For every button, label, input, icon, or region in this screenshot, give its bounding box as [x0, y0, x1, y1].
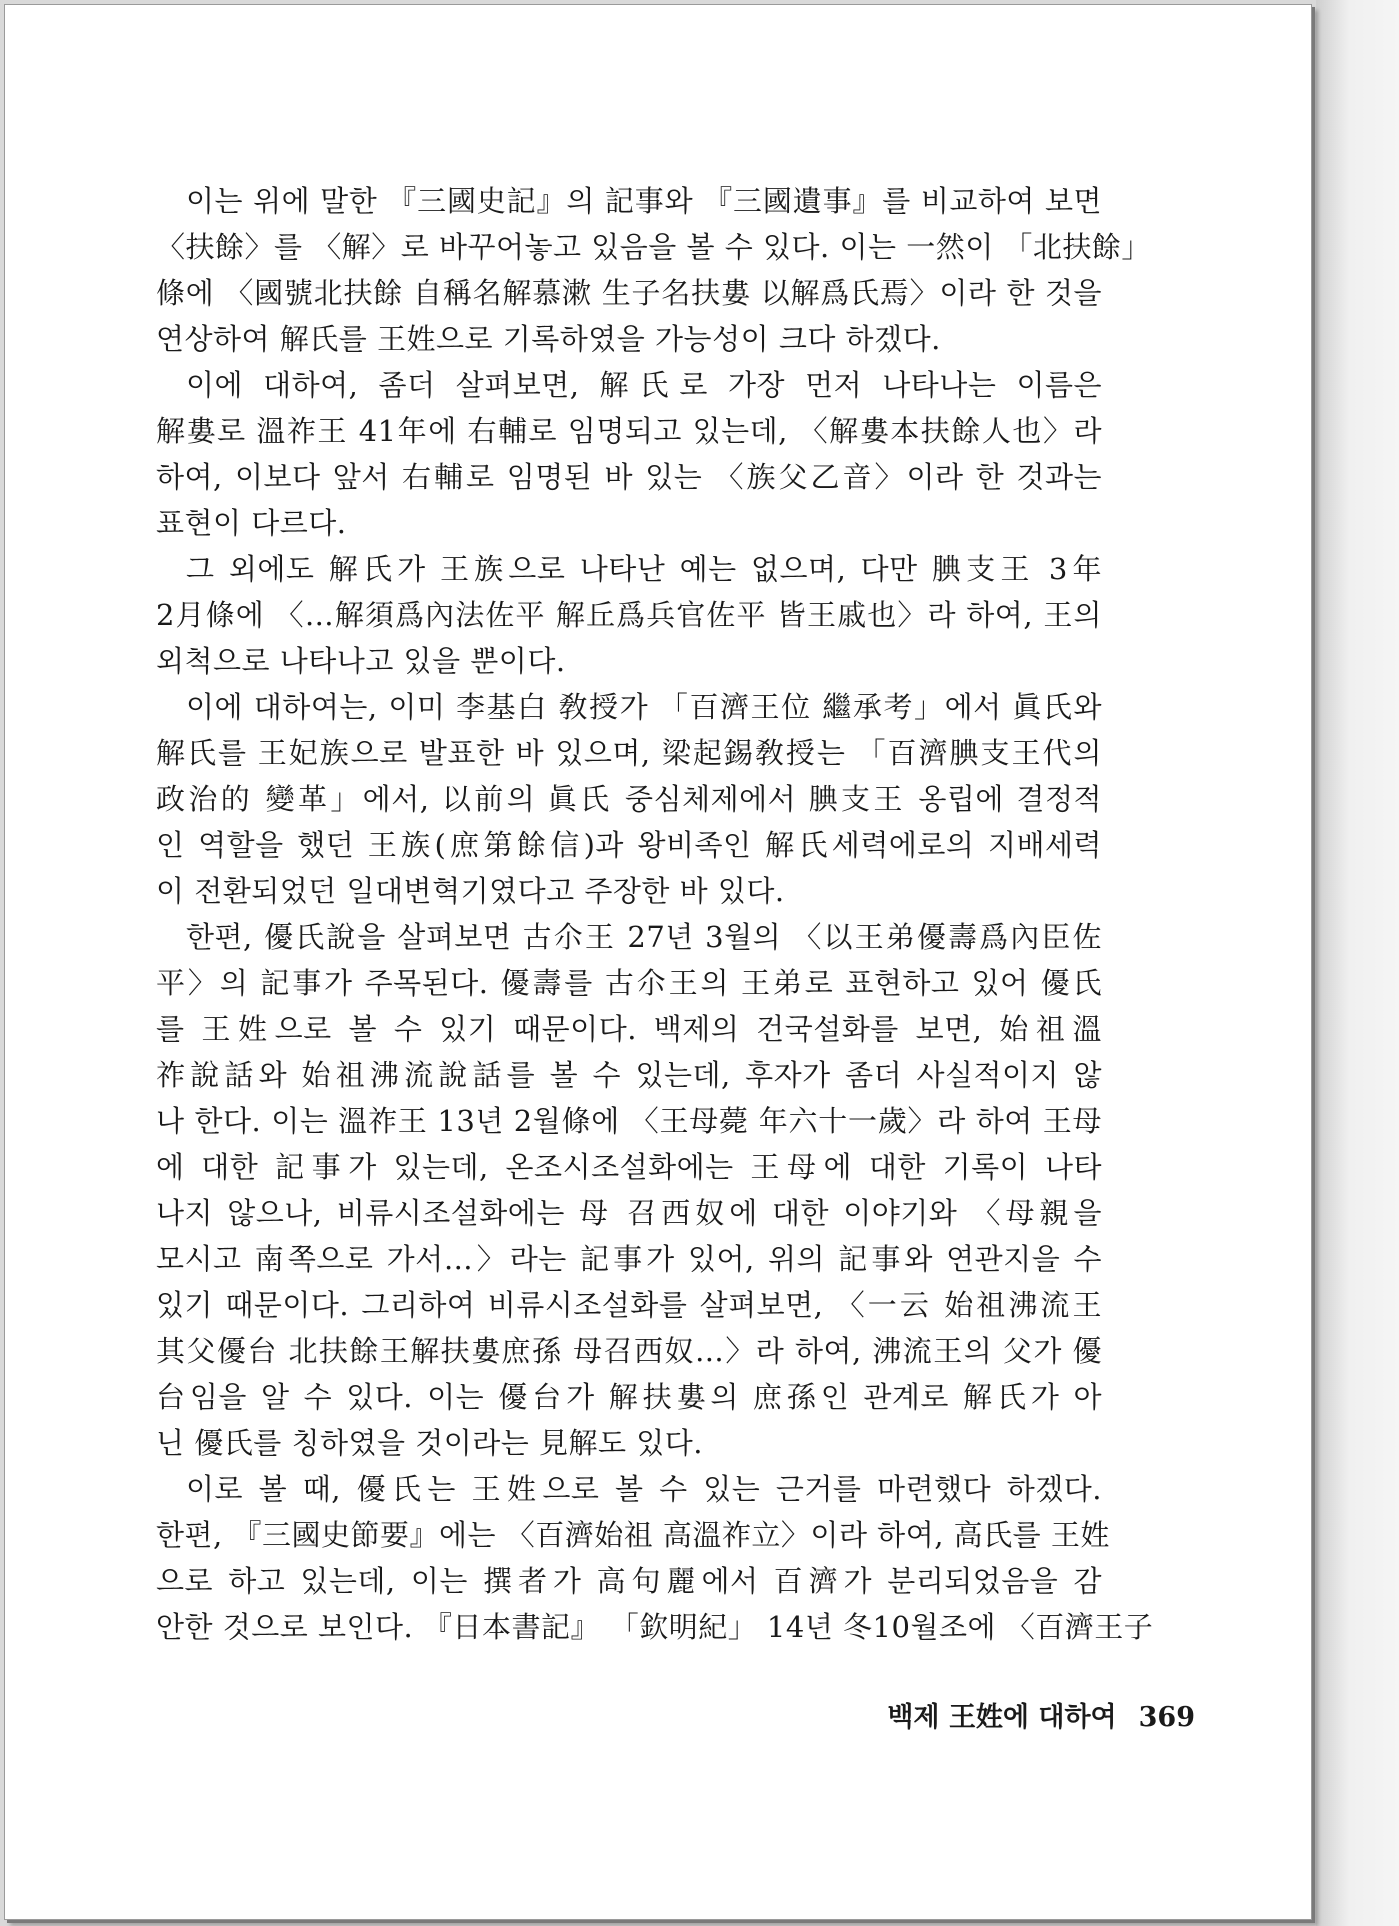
- running-title: 백제 王姓에 대하여: [887, 1702, 1117, 1733]
- text-line: 연상하여 解氏를 王姓으로 기록하였을 가능성이 크다 하겠다.: [156, 322, 941, 356]
- text-line: 나지 않으나, 비류시조설화에는 母 召西奴에 대한 이야기와 〈母親을: [156, 1196, 1102, 1230]
- text-line: 平〉의 記事가 주목된다. 優壽를 古尒王의 王弟로 표현하고 있어 優氏: [156, 966, 1102, 1000]
- page-body: [156, 178, 1154, 1650]
- text-line: 이에 대하여는, 이미 李基白 敎授가 「百濟王位 繼承考」에서 眞氏와: [186, 690, 1102, 724]
- viewer-background: [1316, 0, 1399, 1926]
- text-line: 政治的 變革」에서, 以前의 眞氏 중심체제에서 腆支王 옹립에 결정적: [156, 782, 1102, 816]
- text-line: 台임을 알 수 있다. 이는 優台가 解扶婁의 庶孫인 관계로 解氏가 아: [156, 1380, 1102, 1414]
- text-line: 인 역할을 했던 王族(庶第餘信)과 왕비족인 解氏세력에로의 지배세력: [156, 828, 1102, 862]
- text-line: 나 한다. 이는 溫祚王 13년 2월條에 〈王母薨 年六十一歲〉라 하여 王母: [156, 1104, 1102, 1138]
- text-line: 2月條에 〈…解須爲內法佐平 解丘爲兵官佐平 皆王戚也〉라 하여, 王의: [156, 598, 1102, 632]
- paragraph: [156, 362, 1102, 546]
- text-line: 모시고 南쪽으로 가서…〉라는 記事가 있어, 위의 記事와 연관지을 수: [156, 1242, 1102, 1276]
- text-line: 있기 때문이다. 그리하여 비류시조설화를 살펴보면, 〈一云 始祖沸流王: [156, 1288, 1102, 1322]
- text-line: 에 대한 記事가 있는데, 온조시조설화에는 王母에 대한 기록이 나타: [156, 1150, 1102, 1184]
- text-line: 표현이 다르다.: [156, 506, 347, 540]
- page-footer: [887, 1695, 1195, 1734]
- text-line: 이 전환되었던 일대변혁기였다고 주장한 바 있다.: [156, 874, 785, 908]
- text-line: 안한 것으로 보인다. 『日本書記』 「欽明紀」 14년 冬10월조에 〈百濟王子: [156, 1610, 1154, 1644]
- text-line: 한편, 優氏說을 살펴보면 古尒王 27년 3월의 〈以王弟優壽爲內臣佐: [186, 920, 1102, 954]
- text-line: 를 王姓으로 볼 수 있기 때문이다. 백제의 건국설화를 보면, 始祖溫: [156, 1012, 1102, 1046]
- text-line: 으로 하고 있는데, 이는 撰者가 高句麗에서 百濟가 분리되었음을 감: [156, 1564, 1102, 1598]
- text-line: 其父優台 北扶餘王解扶婁庶孫 母召西奴…〉라 하여, 沸流王의 父가 優: [156, 1334, 1102, 1368]
- text-line: 하여, 이보다 앞서 右輔로 임명된 바 있는 〈族父乙音〉이라 한 것과는: [156, 460, 1102, 494]
- paragraph: [156, 914, 1102, 1466]
- text-line: 祚說話와 始祖沸流說話를 볼 수 있는데, 후자가 좀더 사실적이지 않: [156, 1058, 1102, 1092]
- text-line: 이로 볼 때, 優氏는 王姓으로 볼 수 있는 근거를 마련했다 하겠다.: [186, 1472, 1102, 1506]
- paragraph: [156, 178, 1151, 362]
- text-line: 외척으로 나타나고 있을 뿐이다.: [156, 644, 566, 678]
- paragraph: [156, 1466, 1154, 1650]
- text-line: 한편, 『三國史節要』에는 〈百濟始祖 高溫祚立〉이라 하여, 高氏를 王姓: [156, 1518, 1110, 1552]
- text-line: 解婁로 溫祚王 41年에 右輔로 임명되고 있는데, 〈解婁本扶餘人也〉라: [156, 414, 1102, 448]
- text-line: 〈扶餘〉를 〈解〉로 바꾸어놓고 있음을 볼 수 있다. 이는 一然이 「北扶餘」: [156, 230, 1151, 264]
- page-number: 369: [1138, 1702, 1195, 1733]
- paragraph: [156, 684, 1102, 914]
- text-line: 條에 〈國號北扶餘 自稱名解慕漱 生子名扶婁 以解爲氏焉〉이라 한 것을: [156, 276, 1102, 310]
- text-line: 이는 위에 말한 『三國史記』의 記事와 『三國遺事』를 비교하여 보면: [186, 184, 1102, 218]
- paragraph: [156, 546, 1102, 684]
- text-line: 닌 優氏를 칭하였을 것이라는 見解도 있다.: [156, 1426, 703, 1460]
- text-line: 이에 대하여, 좀더 살펴보면, 解氏로 가장 먼저 나타나는 이름은: [186, 368, 1102, 402]
- text-line: 解氏를 王妃族으로 발표한 바 있으며, 梁起錫敎授는 「百濟腆支王代의: [156, 736, 1102, 770]
- text-line: 그 외에도 解氏가 王族으로 나타난 예는 없으며, 다만 腆支王 3年: [186, 552, 1102, 586]
